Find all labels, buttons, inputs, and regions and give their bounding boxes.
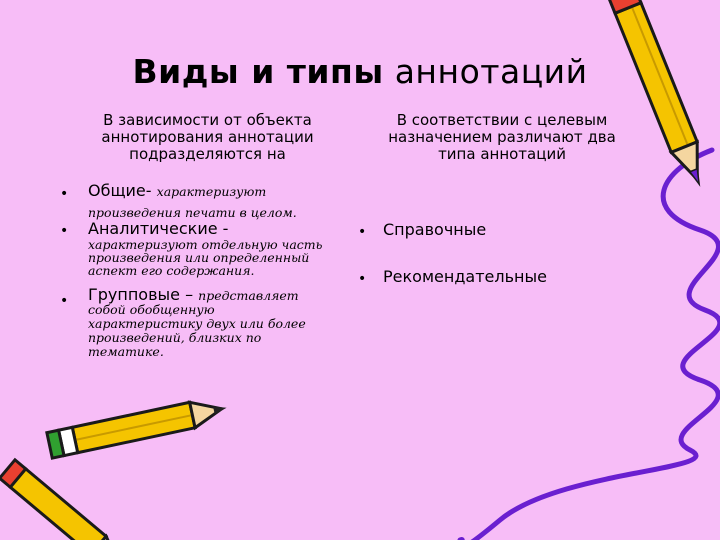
pencil-icon bbox=[0, 460, 128, 540]
title-bold-part: Виды и типы bbox=[132, 52, 384, 91]
list-item bbox=[88, 181, 328, 223]
list-item-desc: характеризуют отдельную часть произведения или определенный аспект его содержания. bbox=[88, 237, 323, 278]
list-item: Справочные bbox=[383, 220, 487, 239]
bullet-icon: • bbox=[60, 293, 69, 309]
list-item-desc: характеризуют произведения печати в целом. bbox=[88, 184, 297, 220]
list-item-term: Общие- bbox=[88, 181, 157, 200]
list-item: Рекомендательные bbox=[383, 267, 547, 286]
bullet-icon: • bbox=[60, 223, 69, 239]
right-column-heading: В соответствии с целевым назначением различают два типа аннотаций bbox=[388, 111, 616, 163]
list-item-term: Аналитические - bbox=[88, 219, 229, 238]
bullet-icon: • bbox=[358, 271, 367, 287]
left-column-heading: В зависимости от объекта аннотирования аннотации подразделяются на bbox=[101, 111, 314, 163]
list-item bbox=[88, 219, 328, 277]
pencil-icon bbox=[47, 395, 229, 458]
bullet-icon: • bbox=[358, 224, 367, 240]
title-rest-part: аннотаций bbox=[383, 52, 588, 91]
bullet-icon: • bbox=[60, 186, 69, 202]
squiggle-line bbox=[460, 150, 720, 540]
page-title bbox=[0, 52, 720, 91]
list-item bbox=[88, 285, 328, 359]
list-item-term: Групповые – bbox=[88, 285, 199, 304]
list-item-desc: представляет собой обобщенную характеристику двух или более произведений, близких по тематике. bbox=[88, 288, 306, 359]
